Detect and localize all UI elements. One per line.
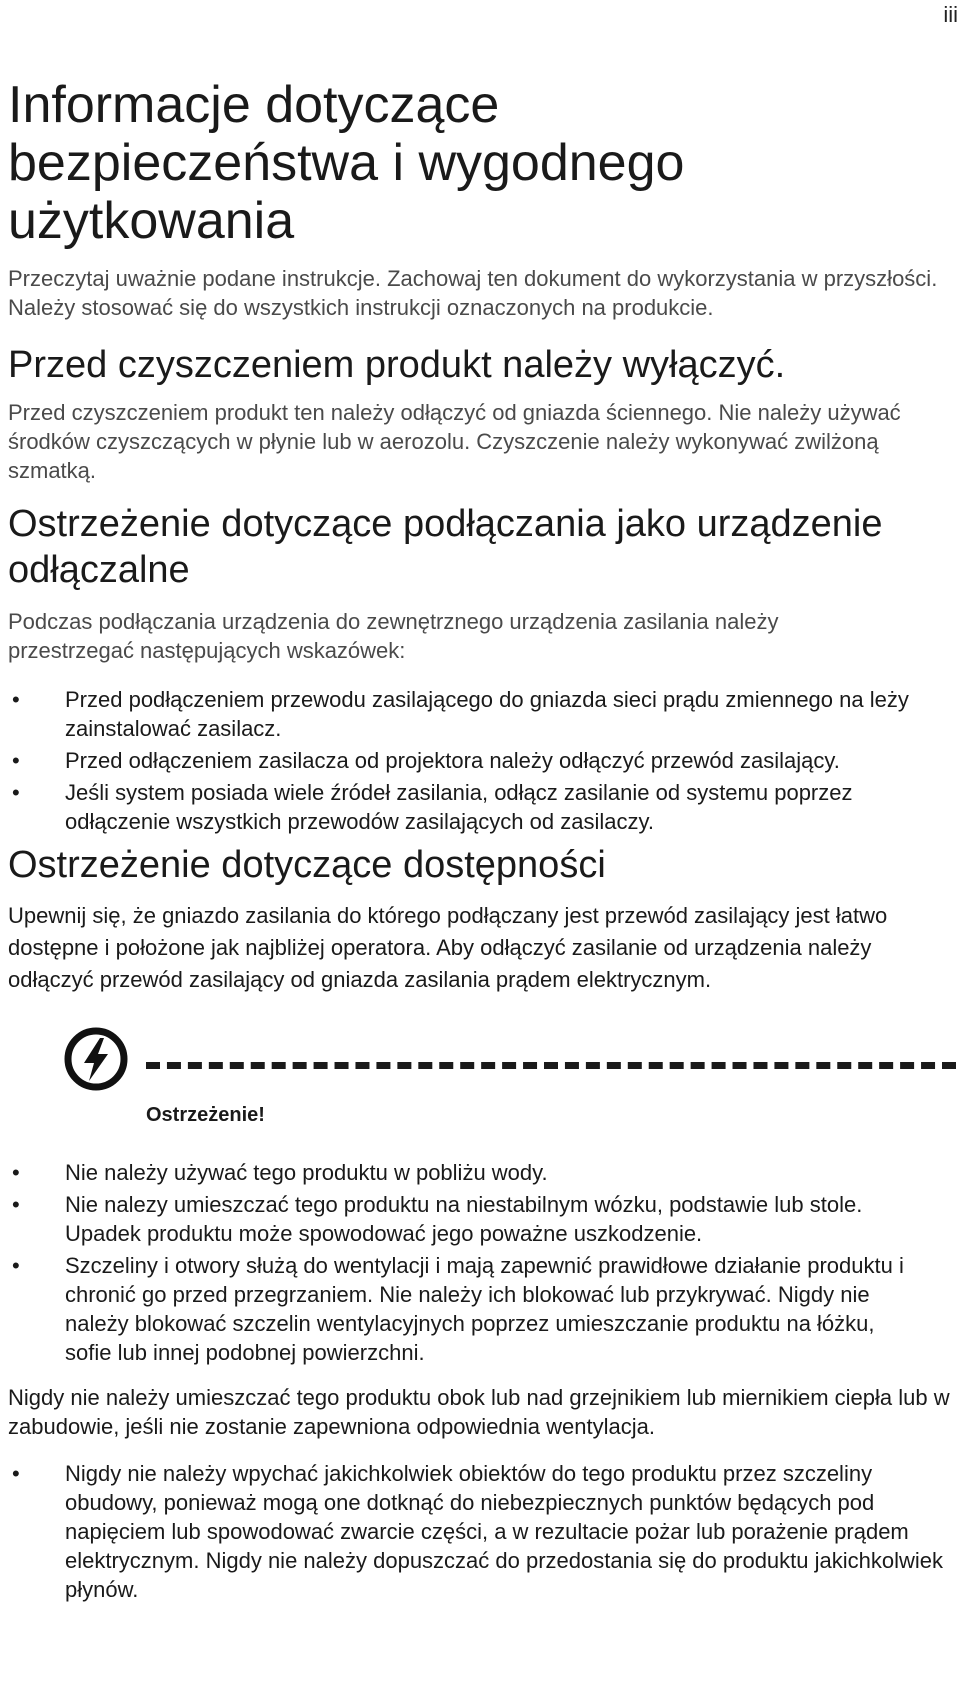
list-item	[8, 746, 956, 775]
list-item	[8, 1459, 956, 1604]
bullet-icon: •	[12, 748, 20, 773]
list-item-text: Jeśli system posiada wiele źródeł zasilania, odłącz zasilanie od systemu poprzez odłączenie wszystkich przewodów zasilających od zasilaczy.	[65, 780, 853, 834]
list-item-text: Nigdy nie należy wpychać jakichkolwiek obiektów do tego produktu przez szczeliny obudowy, ponieważ mogą one dotknąć do niebezpiecznych punktów będących pod napięciem lub spowodować zwarcie części, a w rezultacie pożar lub porażenie prądem elektrycznym. Nigdy nie należy dopuszczać do przedostania się do produktu jakichkolwiek płynów.	[65, 1461, 944, 1602]
list-item-text: Szczeliny i otwory służą do wentylacji i mają zapewnić prawidłowe działanie produktu i chronić go przed przegrzaniem. Nie należy ich blokować lub przykrywać. Nigdy nie należy blokować szczelin wentylacyjnych poprzez umieszczanie produktu na łóżku, sofie lub innej podobnej powierzchni.	[65, 1253, 904, 1365]
intro-paragraph: Przeczytaj uważnie podane instrukcje. Zachowaj ten dokument do wykorzystania w przyszłości. Należy stosować się do wszystkich instrukcji oznaczonych na produkcie.	[8, 266, 938, 320]
lightning-warning-icon	[63, 1026, 129, 1092]
cleaning-heading: Przed czyszczeniem produkt należy wyłączyć.	[8, 344, 786, 386]
disconnect-bullet-list	[8, 685, 956, 836]
bullet-icon: •	[12, 1160, 20, 1185]
list-item-text: Przed podłączeniem przewodu zasilającego do gniazda sieci prądu zmiennego na leży zainstalować zasilacz.	[65, 687, 909, 741]
bullet-icon: •	[12, 687, 20, 712]
disconnect-heading: Ostrzeżenie dotyczące podłączania jako urządzenie odłączalne	[8, 503, 883, 591]
warning-bullet-list	[8, 1158, 956, 1367]
list-item	[8, 1251, 956, 1367]
page-number: iii	[943, 2, 958, 27]
document-body	[8, 0, 956, 1604]
access-heading: Ostrzeżenie dotyczące dostępności	[8, 844, 606, 886]
access-paragraph: Upewnij się, że gniazdo zasilania do którego podłączany jest przewód zasilający jest łatwo dostępne i położone jak najbliżej operatora. Aby odłączyć zasilanie od urządzenia należy odłączyć przewód zasilający od gniazda zasilania prądem elektrycznym.	[8, 903, 888, 992]
bullet-icon: •	[12, 1192, 20, 1217]
dashed-divider	[146, 1062, 956, 1069]
warning-header	[8, 1026, 956, 1130]
bullet-icon: •	[12, 1461, 20, 1486]
ventilation-paragraph: Nigdy nie należy umieszczać tego produktu obok lub nad grzejnikiem lub miernikiem ciepła lub w zabudowie, jeśli nie zostanie zapewniona odpowiednia wentylacja.	[8, 1385, 950, 1439]
list-item	[8, 1158, 956, 1187]
disconnect-paragraph: Podczas podłączania urządzenia do zewnętrznego urządzenia zasilania należy przestrzegać następujących wskazówek:	[8, 609, 779, 663]
warning-label: Ostrzeżenie!	[146, 1104, 265, 1126]
list-item	[8, 778, 956, 836]
list-item	[8, 685, 956, 743]
page-title: Informacje dotyczące bezpieczeństwa i wygodnego użytkowania	[8, 76, 685, 250]
list-item	[8, 1190, 956, 1248]
list-item-text: Nie nalezy umieszczać tego produktu na niestabilnym wózku, podstawie lub stole. Upadek produktu może spowodować jego poważne uszkodzenie.	[65, 1192, 863, 1246]
bullet-icon: •	[12, 780, 20, 805]
bullet-icon: •	[12, 1253, 20, 1278]
objects-bullet-list	[8, 1459, 956, 1604]
list-item-text: Nie należy używać tego produktu w pobliżu wody.	[65, 1160, 548, 1185]
cleaning-paragraph: Przed czyszczeniem produkt ten należy odłączyć od gniazda ściennego. Nie należy używać środków czyszczących w płynie lub w aerozolu. Czyszczenie należy wykonywać zwilżoną szmatką.	[8, 400, 901, 483]
list-item-text: Przed odłączeniem zasilacza od projektora należy odłączyć przewód zasilający.	[65, 748, 840, 773]
